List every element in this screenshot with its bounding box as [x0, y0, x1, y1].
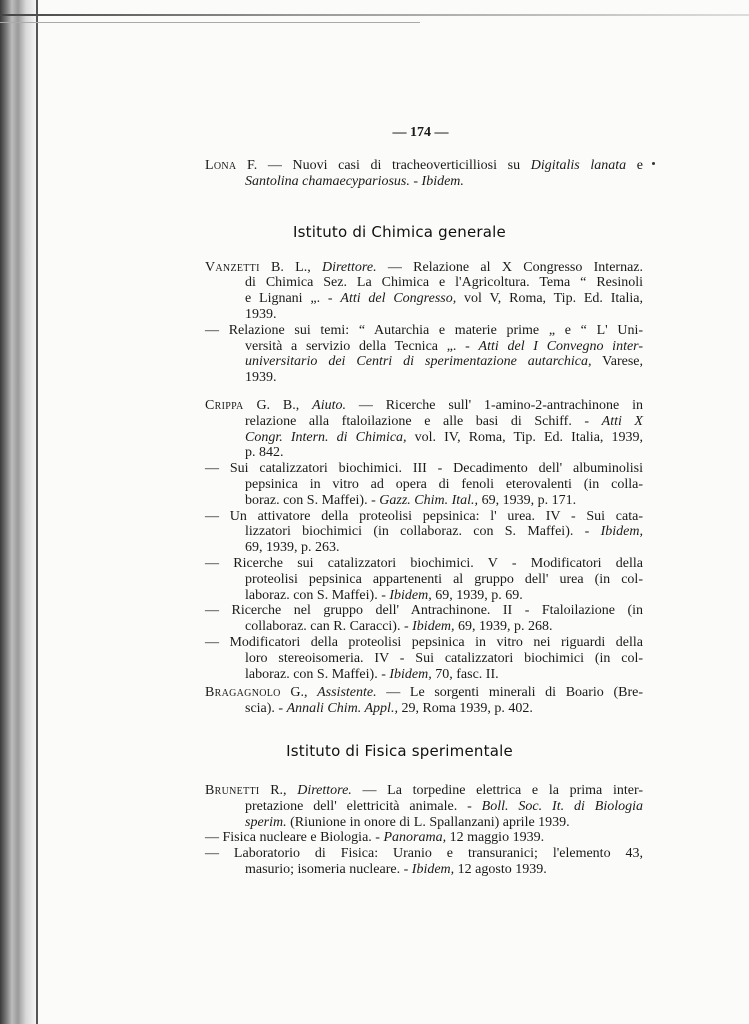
text-segment: — Un attivatore della proteolisi pepsinica: l' urea. IV - Sui cata- — [205, 508, 643, 524]
bibliography-entry — [205, 158, 643, 190]
text-segment: 1939. — [245, 370, 277, 386]
text-segment: lizzatori biochimici (in collaboraz. con S. Maffei). - — [245, 524, 601, 540]
text-segment: 69, 1939, p. 69. — [431, 587, 523, 603]
bibliography-entry — [205, 603, 643, 635]
text-line — [205, 158, 643, 174]
text-segment: B. L., — [259, 259, 322, 275]
text-segment: vol. IV, Roma, Tip. Ed. Italia, 1939, — [406, 429, 644, 445]
italic-text: Direttore. — [322, 259, 377, 275]
bibliography-entry — [205, 509, 643, 556]
italic-text: Digitalis lanata — [530, 158, 627, 173]
text-segment: 69, 1939, p. 268. — [454, 619, 553, 635]
text-line — [205, 477, 643, 493]
text-segment: Varese, — [591, 354, 643, 370]
text-line — [205, 275, 643, 291]
section-heading: Istituto di Chimica generale — [293, 222, 506, 241]
bibliography-group — [205, 685, 643, 717]
text-segment: — La torpedine elettrica e la prima inter- — [351, 782, 643, 798]
text-segment: p. 842. — [245, 445, 284, 461]
text-segment: relazione alla ftaloilazione e alle basi di Schiff. - — [245, 413, 602, 429]
text-line — [205, 260, 643, 276]
text-line — [205, 398, 643, 414]
text-line — [205, 588, 643, 604]
text-line — [205, 619, 643, 635]
text-line — [205, 862, 643, 878]
text-segment: vol V, Roma, Tip. Ed. Italia, — [456, 291, 644, 307]
author-name: Bragagnolo — [205, 685, 281, 701]
text-segment: F. — Nuovi casi di tracheoverticilliosi su — [236, 158, 531, 173]
bibliography-entry — [205, 260, 643, 323]
italic-text: Santolina chamaecypariosus. - Ibidem. — [245, 173, 464, 189]
text-line — [205, 339, 643, 355]
bibliography-entry — [205, 635, 643, 682]
text-line — [205, 635, 643, 651]
text-line — [205, 370, 643, 386]
page-content — [205, 158, 643, 878]
bibliography-group — [205, 783, 643, 878]
text-segment: loro stereoisomeria. IV - Sui catalizzatori biochimici (in col- — [245, 650, 643, 666]
text-line — [205, 307, 643, 323]
text-line — [205, 174, 643, 190]
text-segment: — Fisica nucleare e Biologia. - — [205, 830, 384, 846]
italic-text: Annali Chim. Appl., — [286, 701, 398, 717]
text-segment: R., — [259, 782, 298, 798]
scan-top-border-thin — [0, 22, 420, 23]
text-segment: G., — [280, 685, 318, 701]
text-line — [205, 430, 643, 446]
bibliography-group — [205, 260, 643, 386]
text-segment: — Sui catalizzatori biochimici. III - Decadimento dell' albuminolisi — [205, 461, 643, 477]
text-line — [205, 524, 643, 540]
italic-text: Atti del Congresso, — [340, 291, 457, 307]
bibliography-entry — [205, 846, 643, 878]
text-segment: — Le sorgenti minerali di Boario (Bre- — [376, 685, 643, 701]
text-segment: e Lignani „. - — [245, 291, 341, 307]
text-segment: — Relazione sui temi: “ Autarchia e materie prime „ e “ L' Uni- — [205, 322, 643, 338]
bibliography-group — [205, 158, 643, 190]
italic-text: Atti X — [601, 413, 643, 429]
text-line — [205, 572, 643, 588]
text-line — [205, 783, 643, 799]
scan-edge-line — [36, 0, 38, 1024]
bibliography-entry — [205, 783, 643, 830]
text-segment: laboraz. con S. Maffei). - — [245, 587, 390, 603]
text-line — [205, 799, 643, 815]
text-line — [205, 414, 643, 430]
text-segment: 29, Roma 1939, p. 402. — [397, 701, 533, 717]
italic-text: Aiuto. — [312, 397, 346, 413]
italic-text: Ibidem, — [389, 666, 432, 682]
text-line — [205, 509, 643, 525]
text-segment: — Ricerche sui catalizzatori biochimici. V - Modificatori della — [205, 555, 643, 571]
text-segment: 70, fasc. II. — [431, 666, 499, 682]
text-segment: — Ricerche sull' 1-amino-2-antrachinone in — [345, 397, 643, 413]
italic-text: Direttore. — [297, 782, 352, 798]
text-segment: — Relazione al X Congresso Internaz. — [376, 259, 644, 275]
text-segment: (Riunione in onore di L. Spallanzani) aprile 1939. — [286, 814, 570, 830]
text-segment: 12 maggio 1939. — [446, 830, 545, 846]
text-line — [205, 493, 643, 509]
text-segment: di Chimica Sez. La Chimica e l'Agricoltura. Tema “ Resinoli — [245, 275, 643, 291]
bibliography-group — [205, 398, 643, 682]
text-segment: pretazione dell' elettricità animale. - — [245, 798, 482, 814]
section-heading: Istituto di Fisica sperimentale — [286, 741, 513, 760]
text-segment: collaboraz. can R. Caracci). - — [245, 619, 413, 635]
text-line — [205, 556, 643, 572]
text-line — [205, 603, 643, 619]
text-segment: boraz. con S. Maffei). - — [245, 492, 380, 508]
italic-text: universitario dei Centri di sperimentazione autarchica, — [245, 354, 592, 370]
scan-speck — [652, 162, 655, 165]
text-line — [205, 354, 643, 370]
text-line — [205, 323, 643, 339]
text-segment: — Ricerche nel gruppo dell' Antrachinone. II - Ftaloilazione (in — [205, 603, 643, 619]
text-segment: 1939. — [245, 306, 277, 322]
italic-text: Ibidem, — [389, 587, 432, 603]
text-segment: masurio; isomeria nucleare. - — [245, 861, 412, 877]
text-line — [205, 846, 643, 862]
author-name: Crippa — [205, 397, 244, 413]
bibliography-entry — [205, 461, 643, 508]
italic-text: Assistente. — [317, 685, 377, 701]
page-number: — 174 — — [392, 125, 449, 140]
bibliography-entry — [205, 398, 643, 461]
text-segment: G. B., — [243, 397, 313, 413]
text-line — [205, 701, 643, 717]
scan-top-border — [0, 14, 749, 16]
text-segment: e — [626, 158, 643, 173]
italic-text: Boll. Soc. It. di Biologia — [481, 798, 643, 814]
bibliography-entry — [205, 556, 643, 603]
text-line — [205, 830, 643, 846]
text-line — [205, 685, 643, 701]
italic-text: Congr. Intern. di Chimica, — [245, 429, 407, 445]
text-segment: pepsinica in vitro ad opera di fenoli eterovalenti (in colla- — [245, 476, 643, 492]
bibliography-entry — [205, 830, 643, 846]
italic-text: Atti del I Convegno inter- — [478, 338, 644, 354]
text-segment: — Modificatori della proteolisi pepsinica in vitro nei riguardi della — [205, 634, 643, 650]
italic-text: Gazz. Chim. Ital., — [379, 492, 479, 508]
text-line — [205, 291, 643, 307]
text-segment: versità a servizio della Tecnica „. - — [245, 338, 479, 354]
text-segment: — Laboratorio di Fisica: Uranio e transuranici; l'elemento 43, — [205, 846, 643, 862]
text-segment: scia). - — [245, 701, 287, 717]
italic-text: Panorama, — [383, 830, 447, 846]
text-line — [205, 651, 643, 667]
text-line — [205, 540, 643, 556]
text-segment: laboraz. con S. Maffei). - — [245, 666, 390, 682]
author-name: Lona — [205, 158, 237, 173]
bibliography-entry — [205, 685, 643, 717]
scan-edge-shadow — [0, 0, 38, 1024]
italic-text: Ibidem, — [411, 861, 455, 877]
author-name: Brunetti — [205, 782, 260, 798]
text-line — [205, 445, 643, 461]
italic-text: sperim. — [245, 814, 287, 830]
text-segment: proteolisi pepsinica appartenenti al gruppo dell' urea (in col- — [245, 571, 643, 587]
author-name: Vanzetti — [205, 259, 260, 275]
text-line — [205, 815, 643, 831]
italic-text: Ibidem, — [600, 524, 643, 540]
text-line — [205, 461, 643, 477]
text-line — [205, 667, 643, 683]
bibliography-entry — [205, 323, 643, 386]
italic-text: Ibidem, — [412, 619, 455, 635]
text-segment: 69, 1939, p. 263. — [245, 540, 340, 556]
text-segment: 69, 1939, p. 171. — [478, 492, 577, 508]
text-segment: 12 agosto 1939. — [454, 861, 547, 877]
